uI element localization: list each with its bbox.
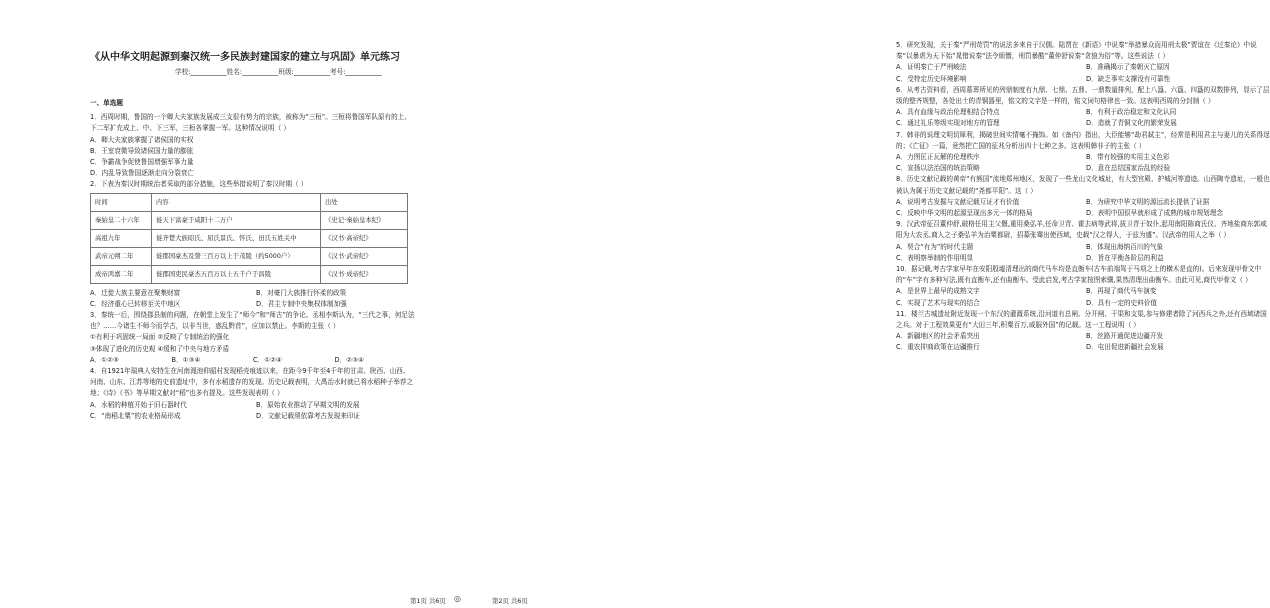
question-stem: 10．据记载,考古学家早年在安阳殷墟清理出的商代马车均是直衡车(古车前端驾于马项之上的横木是直的)。后来发现甲骨文中的“车”字有多种写法,既有直衡车,还有曲衡车。受此启发,考古学家按图索骥,果然清理出曲衡车。由此可见,商代甲骨文（ ） <box>896 265 1262 285</box>
option-list <box>90 355 416 366</box>
page-title: 《从中华文明起源到秦汉统一多民族封建国家的建立与巩固》单元练习 <box>90 52 400 63</box>
table-row <box>91 247 408 265</box>
left-column <box>90 98 416 422</box>
option-list <box>90 135 416 180</box>
option-d[interactable]: D．君主专制中央集权体制加强 <box>256 299 347 308</box>
table-cell: 徙郡国吏民豪杰五百万以上五千户于昌陵 <box>152 265 321 283</box>
option-list <box>896 242 1270 264</box>
question-stem: 9．汉武帝征召董仲舒,破格任用主父偃,重用桑弘羊,任命卫青、霍去病等武将,拔卫青于奴仆,起用南阳陈商氏仪、齐地盐商东郭咸阳为大农丞,商人之子桑弘羊为治粟都尉，招募张骞出使西域，史载“汉之得人，于兹为盛”。汉武帝的用人之举（ ） <box>896 220 1267 240</box>
option-b[interactable]: B．体现出海纳百川的气象 <box>1086 242 1164 251</box>
question-6 <box>896 85 1270 130</box>
question-5 <box>896 40 1270 85</box>
student-info-line: 学校:___________姓名:___________班级:___________考号:___________ <box>175 68 382 76</box>
option-c[interactable]: C．通过礼乐等级实现对地方的管理 <box>896 119 1000 128</box>
question-4 <box>90 366 416 422</box>
option-a[interactable]: A．证明秦亡于严刑峻法 <box>896 63 967 72</box>
page-number-left: 第1页 共6页 <box>410 597 446 605</box>
option-list <box>896 62 1270 84</box>
table-cell: 秦始皇二十六年 <box>91 211 152 229</box>
table-header-row <box>91 193 408 211</box>
question-stem: 7．韩非的说理文明切犀利，揭破世间实情毫不掩饰。如《备内》指出，大臣能够“劫君弑主”，经常是利用君主与妻儿的关系得逞的；《亡征》一篇，竟然把亡国的征兆分析出四十七种之多。这表明韩非子的主张（ ） <box>896 130 1270 150</box>
option-c[interactable]: C．表明察举制的作用明显 <box>896 253 974 262</box>
option-a[interactable]: A．说明考古发掘与文献记载互证才有价值 <box>896 197 1020 206</box>
table-cell: 《汉书·成帝纪》 <box>321 265 408 283</box>
option-d[interactable]: D．意在总结国家治乱的经验 <box>1086 164 1171 173</box>
question-9 <box>896 219 1270 264</box>
option-d[interactable]: D．造就了青铜文化的繁荣发展 <box>1086 119 1177 128</box>
option-c[interactable]: C．反映中华文明的起源呈现出多元一体的格局 <box>896 209 1033 218</box>
question-stem: 1．西周时期，鲁国的一个卿大夫家族发展成三支很有势力的宗族，被称为“三桓”。三桓将鲁国军队原有的上、下二军扩充成上、中、下三军，三桓各掌握一军。这种情况说明（ ） <box>90 113 411 133</box>
table-cell: 徙天下富豪于咸阳十二万户 <box>152 211 321 229</box>
table-cell: 武帝元朔二年 <box>91 247 152 265</box>
statement-line: ①有利于巩固统一局面 ②反映了专制统治的强化 <box>90 333 230 342</box>
option-b[interactable]: B．对豪门大族推行怀柔的政策 <box>256 288 347 297</box>
option-d[interactable]: D．②③④ <box>334 355 364 364</box>
option-c[interactable]: C．实现了艺术与现实的结合 <box>896 298 980 307</box>
question-stem: 4．自1921年瑞典人安特生在河南渑池仰韶村发现稻壳痕迹以来，在距今9千年至4千年的甘肃、陕西、山西、河南、山东、江苏等地的史前遗址中，多有水稻遗存的发现。历史记载表明，大禹治水时就已将水稻种子举荐之地；《诗》《书》等早期文献对“稻”也多有提及。这些发现表明（ ） <box>90 367 414 398</box>
option-c[interactable]: C．经济重心已转移至关中地区 <box>90 299 181 308</box>
question-stem: 6．从考古资料看，西周墓葬所见的列鼎制度有九鼎、七鼎、五鼎、一鼎数量排列，配上八簋、六簋、四簋的双数排列，显示了层级的整齐规整，各处出土的青铜器里，铭文的文字是一样的，铭文词句格律也一致。这表明西周的分封制（ ） <box>896 85 1270 106</box>
page-number-right: 第2页 共6页 <box>492 597 528 605</box>
question-11 <box>896 309 1270 354</box>
page-left <box>0 0 430 608</box>
option-b[interactable]: B．①③④ <box>171 355 201 364</box>
question-8 <box>896 174 1270 219</box>
option-b[interactable]: B．再现了商代马车演变 <box>1086 287 1157 296</box>
option-list <box>896 152 1270 174</box>
option-a[interactable]: A．新疆地区的社会矛盾突出 <box>896 332 980 341</box>
option-list <box>896 107 1270 129</box>
table-cell: 《史记·秦始皇本纪》 <box>321 211 408 229</box>
option-a[interactable]: A．力图匡正瓦解的伦理秩序 <box>896 153 980 162</box>
option-b[interactable]: B．准确揭示了秦朝灭亡原因 <box>1086 63 1170 72</box>
option-list <box>90 400 416 422</box>
binding-mark-icon: ◎ <box>454 594 461 603</box>
table-header-cell: 内容 <box>152 193 321 211</box>
measures-table <box>90 193 408 284</box>
option-d[interactable]: D．内乱导致鲁国逐渐走向分裂衰亡 <box>90 169 194 178</box>
question-stem: 8．历史文献记载的黄帝“有熊国”流地郑州地区，发现了一些龙山文化城址，有大型宫殿、护城河等遗迹。山西陶寺遗址，一般也被认为属于历史文献记载的“尧都平阳”。这（ ） <box>896 175 1270 195</box>
table-cell: 《汉书·高帝纪》 <box>321 229 408 247</box>
table-cell: 徙郡国豪杰及訾三百万以上于茂陵（约5000户） <box>152 247 321 265</box>
option-b[interactable]: B．丝路开通促进边疆开发 <box>1086 332 1164 341</box>
option-list <box>896 286 1270 308</box>
table-row <box>91 229 408 247</box>
option-b[interactable]: B．原始农业推动了早期文明的发展 <box>256 400 360 409</box>
question-stem: 3．秦统一后，围绕郡县制的问题，在朝堂上发生了“师今”和“师古”的争论。丞相李斯认为，“三代之事，何足法也？……今诸生不师今而学古，以非当世，惑乱黔首”，应加以禁止。李斯的主张（ ） <box>90 311 415 331</box>
option-a[interactable]: A．卿大夫家族掌握了诸侯国的实权 <box>90 135 194 144</box>
option-c[interactable]: C．重农抑商政策在边疆推行 <box>896 343 980 352</box>
option-list <box>896 197 1270 219</box>
question-7 <box>896 130 1270 175</box>
option-c[interactable]: C．宣扬以法治国的统治策略 <box>896 164 980 173</box>
option-a[interactable]: A．契合“有为”的时代主题 <box>896 242 974 251</box>
question-10 <box>896 264 1270 309</box>
option-b[interactable]: B．带有较强的实用主义色彩 <box>1086 153 1170 162</box>
option-d[interactable]: D．具有一定的史料价值 <box>1086 298 1158 307</box>
table-cell: 成帝鸿嘉二年 <box>91 265 152 283</box>
option-list <box>896 331 1270 353</box>
option-d[interactable]: D．屯田促进新疆社会发展 <box>1086 343 1164 352</box>
option-a[interactable]: A．①②③ <box>90 355 119 364</box>
option-d[interactable]: D．旨在平衡各阶层的利益 <box>1086 253 1164 262</box>
statement-line: ③体现了进化的历史观 ④缓和了中央与地方矛盾 <box>90 344 230 353</box>
right-column <box>896 40 1270 354</box>
option-a[interactable]: A．迁徙大族主要意在聚集财富 <box>90 288 181 297</box>
table-cell: 《汉书·武帝纪》 <box>321 247 408 265</box>
option-b[interactable]: B．有利于政治稳定和文化认同 <box>1086 108 1177 117</box>
option-list <box>90 288 416 310</box>
option-b[interactable]: B．为研究中华文明的源远流长提供了证据 <box>1086 197 1210 206</box>
option-d[interactable]: D．表明中国很早就形成了成熟的城市规划理念 <box>1086 209 1223 218</box>
option-a[interactable]: A．水稻的种植开始于旧石器时代 <box>90 400 187 409</box>
question-stem: 11．楼兰古城遗址附近发现一个东汉的灌溉系统,沿河道有总闸、分开闸、干渠和支渠,参与修建者除了河西兵之外,还有西域诸国之兵。对于工程效果更有“大田三年,积粟百万,威服外国”的记载。这一工程说明（ ） <box>896 309 1267 330</box>
page-right <box>430 0 1270 608</box>
option-a[interactable]: A．具有血缘与政治伦理相结合特点 <box>896 108 1000 117</box>
table-cell: 徙齐楚大族昭氏、屈氏景氏、怀氏、田氏五姓关中 <box>152 229 321 247</box>
table-row <box>91 211 408 229</box>
option-d[interactable]: D．文献记载须依靠考古发现来印证 <box>256 411 360 420</box>
question-stem: 2．下表为秦汉时期统治者采取的部分措施，这些举措说明了秦汉时期（ ） <box>90 180 308 189</box>
option-a[interactable]: A．是世界上最早的成熟文字 <box>896 287 980 296</box>
question-3 <box>90 310 416 366</box>
option-c[interactable]: C．①②④ <box>253 355 282 364</box>
question-2 <box>90 179 416 310</box>
question-1 <box>90 112 416 179</box>
table-header-cell: 时间 <box>91 193 152 211</box>
table-row <box>91 265 408 283</box>
table-header-cell: 出处 <box>321 193 408 211</box>
table-cell: 高祖九年 <box>91 229 152 247</box>
question-stem: 5．研究发现，关于秦“严刑苛罚”的说法多来自于汉儒。陆贾在《新语》中说秦“举措暴众而用刑太极”贾谊在《过秦论》中说秦“以暴虐为天下始”晁错说秦“法令烦憯，刑罚暴酷”董仲舒说秦“贪狼为俗”等。这些说法（ ） <box>896 41 1257 61</box>
option-d[interactable]: D．缺乏事实支撑没有可靠性 <box>1086 74 1171 83</box>
option-c[interactable]: C．“南稻北粟”的农业格局形成 <box>90 411 181 420</box>
section-heading: 一、单选题 <box>90 99 123 107</box>
option-c[interactable]: C．受特定历史环境影响 <box>896 74 967 83</box>
option-c[interactable]: C．争霸战争促使鲁国增强军事力量 <box>90 158 194 167</box>
option-b[interactable]: B．王室衰微导致诸侯国力量的膨胀 <box>90 146 194 155</box>
